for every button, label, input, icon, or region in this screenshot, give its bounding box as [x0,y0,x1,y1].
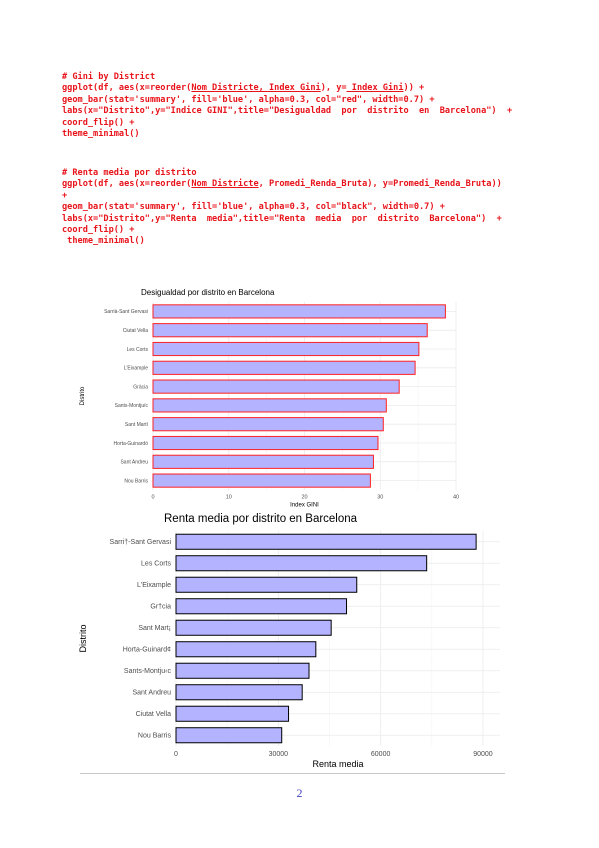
bar [153,305,445,318]
code-token: coord_flip() + [62,225,135,236]
tick-label: 60000 [370,751,391,758]
category-label: Nou Barris [137,732,171,740]
category-label: Horta-Guinardó [113,440,148,447]
code-token: ggplot(df, aes(x=reorder( [62,179,192,190]
code-block-renta [62,168,562,248]
bar [153,342,419,355]
code-token: coord_flip() + [62,117,135,128]
code-token: geom_bar(stat='summary', fill='blue', alpha=0.3, col="black", width=0.7) + [62,202,445,213]
code-token: ggplot(df, aes(x=reorder( [62,83,192,94]
code-token: Nom_Districte, Index_Gini [191,83,321,94]
category-label: L'Eixample [136,582,171,590]
footer-divider [80,773,505,774]
code-gini-line [62,106,562,117]
code-token: geom_bar(stat='summary', fill='blue', alpha=0.3, col="red", width=0.7) + [62,94,435,105]
axis-label-value: Index GINI [290,502,319,509]
tick-label: 10 [225,494,232,501]
axis-label-category: Distrito [78,624,88,653]
code-token: # Renta media por distrito [62,168,197,178]
bar [176,642,316,657]
bar [153,455,373,468]
tick-label: 0 [174,751,178,758]
category-label: Horta-Guinard¢ [122,646,171,654]
category-label: Sant Martí [124,421,148,428]
chart-gini [78,283,468,515]
axis-label-value: Renta media [312,759,364,769]
bar [176,685,302,700]
category-label: L'Eixample [123,365,148,372]
code-token: Nom_Districte [191,179,259,190]
bar [153,474,370,487]
bar [176,577,357,592]
category-label: Sant Andreu [132,689,171,697]
code-token: + [62,190,68,201]
bar [153,361,415,374]
category-label: Ciutat Vella [135,711,171,719]
category-label: Les Corts [141,560,171,568]
code-gini-line [62,129,562,140]
category-label: Sant Mart¡ [138,625,171,633]
bar [176,534,476,549]
tick-label: 20 [301,494,308,501]
category-label: Sants-Montjuïc [114,403,148,410]
category-label: Ciutat Vella [122,327,148,334]
code-block-gini [62,72,562,140]
code-token: theme_minimal() [62,129,140,140]
category-label: Sarri†-Sant Gervasi [109,539,171,547]
category-label: Sarrià-Sant Gervasi [104,309,148,316]
category-label: Sants-Montju‹c [123,668,171,676]
chart-title: Renta media por distrito en Barcelona [164,513,358,525]
bar [153,436,378,449]
bar [153,380,399,393]
chart-title: Desigualdad por distrito en Barcelona [141,288,275,297]
code-token: labs(x="Distrito",y="Renta media",title="Renta media por distrito Barcelona") + [62,213,502,224]
bar [153,399,386,412]
bar [153,418,383,431]
code-gini-line [62,118,562,129]
axis-label-category: Distrito [80,386,86,406]
category-label: Les Corts [126,346,148,353]
code-token: labs(x="Distrito",y="Indice GINI",title="Desigualdad por distrito en Barcelona") + [62,106,513,117]
code-token: # Gini by District [62,72,156,82]
category-label: Gràcia [133,384,148,391]
category-label: Gr†cia [150,603,171,611]
bar [153,324,427,337]
tick-label: 90000 [473,751,493,758]
category-label: Sant Andreu [120,459,148,466]
chart-renta [78,508,508,770]
category-label: Nou Barris [124,478,148,485]
tick-label: 30 [377,494,384,501]
bar [176,599,347,614]
code-renta-line [62,202,562,213]
code-gini-line [62,72,562,83]
bar [176,728,282,743]
code-renta-line [62,168,562,179]
code-token: _Index_Gini [346,83,404,94]
bar [176,556,427,571]
code-renta-line [62,225,562,236]
code-token: theme_minimal() [62,236,145,247]
code-gini-line [62,95,562,106]
tick-label: 30000 [268,751,289,758]
bar [176,620,331,635]
code-renta-line [62,214,562,225]
code-token: )) + [403,83,425,94]
code-gini-line [62,83,562,94]
code-renta-line [62,179,562,190]
code-token: ), y= [320,83,347,94]
code-renta-line [62,191,562,202]
tick-label: 40 [452,494,460,501]
page-number: 2 [296,786,303,800]
bar [176,663,309,678]
tick-label: 0 [151,494,155,501]
code-renta-line [62,236,562,247]
bar [176,706,289,721]
code-token: , Promedi_Renda_Bruta), y=Promedi_Renda_Bruta)) [258,179,502,190]
